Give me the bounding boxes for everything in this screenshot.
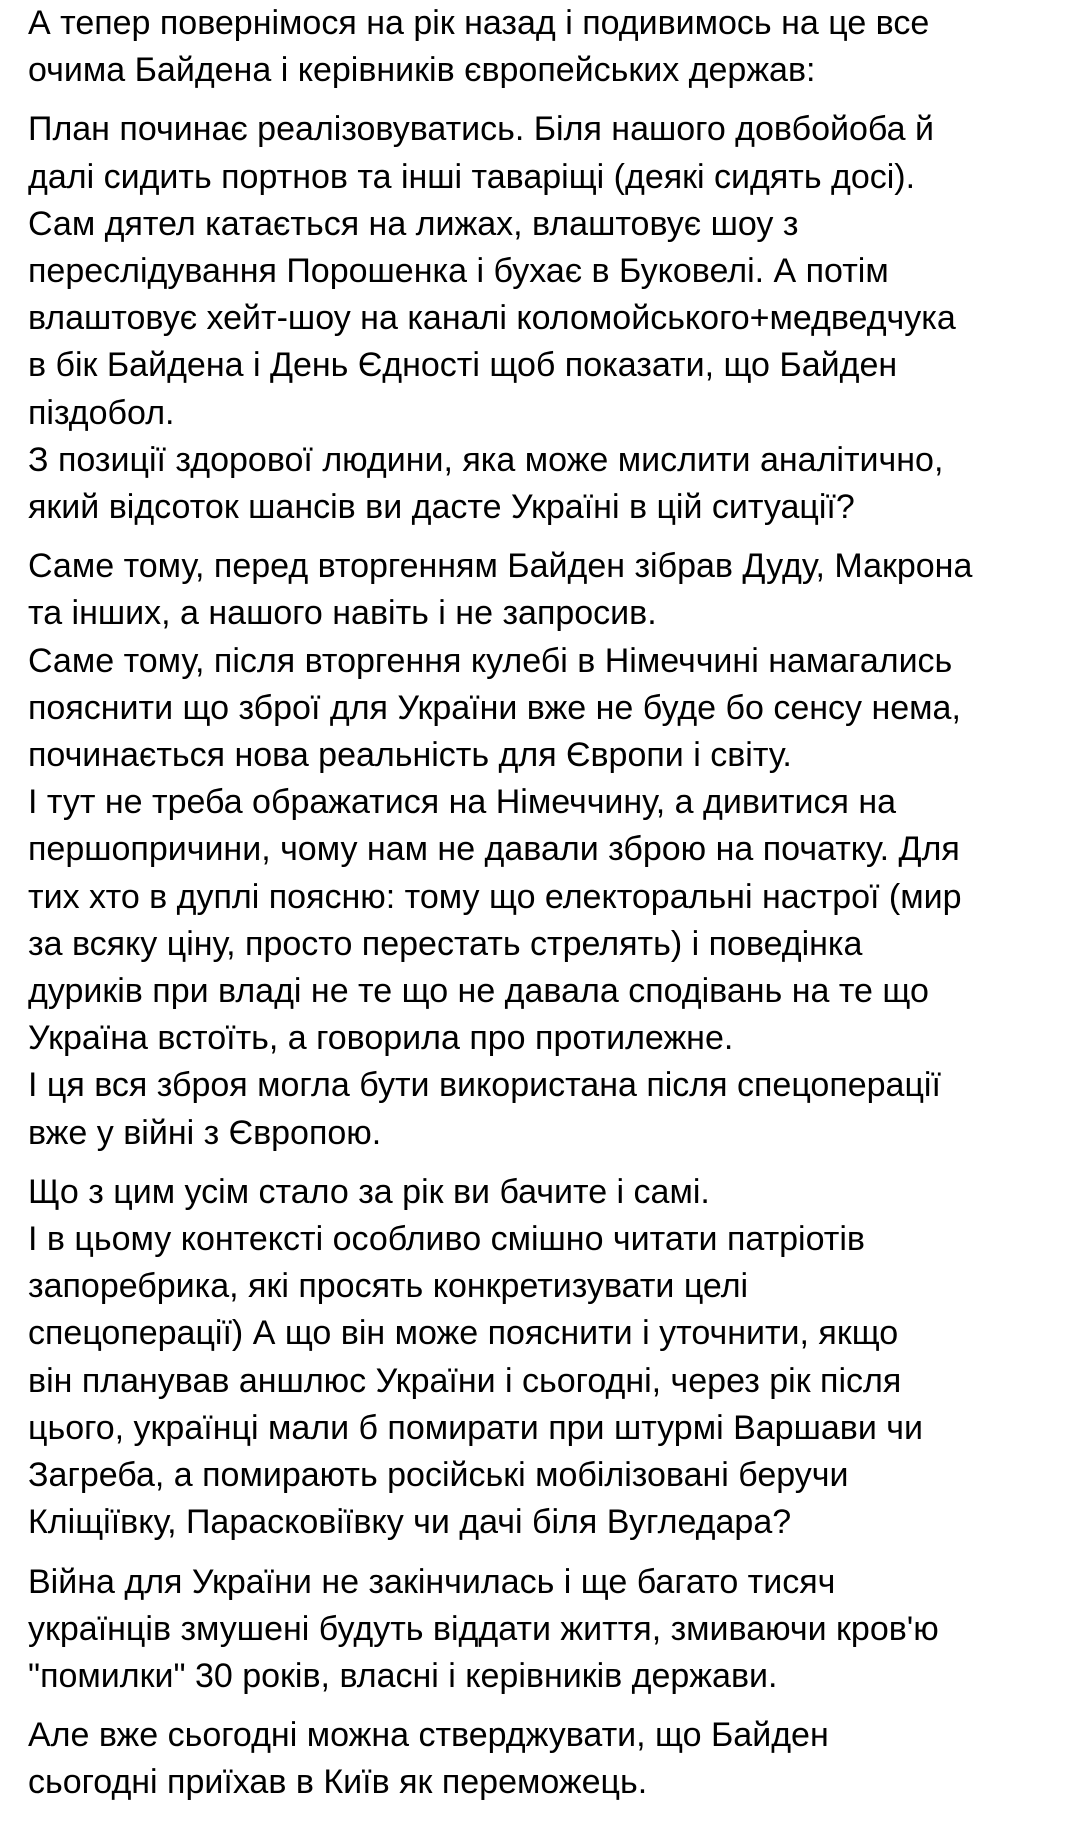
text-line: І ця вся зброя могла бути використана після спецоперації: [28, 1066, 941, 1105]
text-line: пояснити що зброї для України вже не буде бо сенсу нема,: [28, 688, 961, 727]
text-line: піздобол.: [28, 393, 175, 432]
text-line: вже у війні з Європою.: [28, 1113, 382, 1152]
text-line: І тут не треба ображатися на Німеччину, а дивитися на: [28, 783, 897, 822]
text-line: за всяку ціну, просто перестать стрелять) і поведінка: [28, 924, 863, 963]
text-line: який відсоток шансів ви дасте Україні в цій ситуації?: [28, 488, 855, 527]
paragraph-2: [28, 106, 1068, 531]
text-line: А тепер повернімося на рік назад і подивимось на це все: [28, 4, 930, 42]
text-line: З позиції здорової людини, яка може мислити аналітично,: [28, 440, 944, 479]
text-line: І в цьому контексті особливо смішно читати патріотів: [28, 1220, 865, 1259]
text-line: Загреба, а помирають російські мобілізовані беручи: [28, 1456, 849, 1495]
text-line: та інших, а нашого навіть і не запросив.: [28, 594, 657, 633]
text-line: Війна для України не закінчилась і ще багато тисяч: [28, 1562, 836, 1601]
text-line: влаштовує хейт-шоу на каналі коломойського+медведчука: [28, 299, 956, 338]
text-line: спецоперації) А що він може пояснити і уточнити, якщо: [28, 1314, 899, 1353]
text-line: переслідування Порошенка і бухає в Буковелі. А потім: [28, 252, 889, 291]
text-line: першопричини, чому нам не давали зброю на початку. Для: [28, 830, 960, 869]
text-line: починається нова реальність для Європи і світу.: [28, 736, 792, 775]
paragraph-1: [28, 0, 1068, 94]
text-line: очима Байдена і керівників європейських держав:: [28, 51, 816, 90]
text-line: Що з цим усім стало за рік ви бачите і самі.: [28, 1172, 710, 1211]
text-line: в бік Байдена і День Єдності щоб показати, що Байден: [28, 346, 898, 385]
text-line: Кліщіївку, Парасковіївку чи дачі біля Вугледара?: [28, 1503, 792, 1542]
post-text: [28, 0, 1068, 1819]
text-line: сьогодні приїхав в Київ як переможець.: [28, 1763, 648, 1802]
text-line: Але вже сьогодні можна стверджувати, що Байден: [28, 1716, 829, 1755]
text-line: запоребрика, які просять конкретизувати целі: [28, 1267, 749, 1306]
paragraph-4: [28, 1169, 1068, 1547]
text-line: українців змушені будуть віддати життя, змиваючи кров'ю: [28, 1609, 939, 1648]
text-line: він планував аншлюс України і сьогодні, через рік після: [28, 1361, 902, 1400]
paragraph-5: [28, 1559, 1068, 1701]
text-line: Україна встоїть, а говорила про протилежне.: [28, 1019, 734, 1058]
text-line: Саме тому, перед вторгенням Байден зібрав Дуду, Макрона: [28, 547, 973, 586]
text-line: План починає реалізовуватись. Біля нашого довбойоба й: [28, 110, 934, 149]
text-line: Сам дятел катається на лижах, влаштовує шоу з: [28, 204, 799, 243]
text-line: Саме тому, після вторгення кулебі в Німеччині намагались: [28, 641, 953, 680]
text-line: тих хто в дуплі поясню: тому що електоральні настрої (мир: [28, 877, 962, 916]
text-line: цього, українці мали б помирати при штурмі Варшави чи: [28, 1408, 923, 1447]
paragraph-3: [28, 543, 1068, 1157]
text-line: дуриків при владі не те що не давала сподівань на те що: [28, 972, 929, 1011]
text-line: "помилки" 30 років, власні і керівників держави.: [28, 1656, 778, 1695]
paragraph-6: [28, 1712, 1068, 1806]
text-line: далі сидить портнов та інші таваріщі (деякі сидять досі).: [28, 157, 916, 196]
